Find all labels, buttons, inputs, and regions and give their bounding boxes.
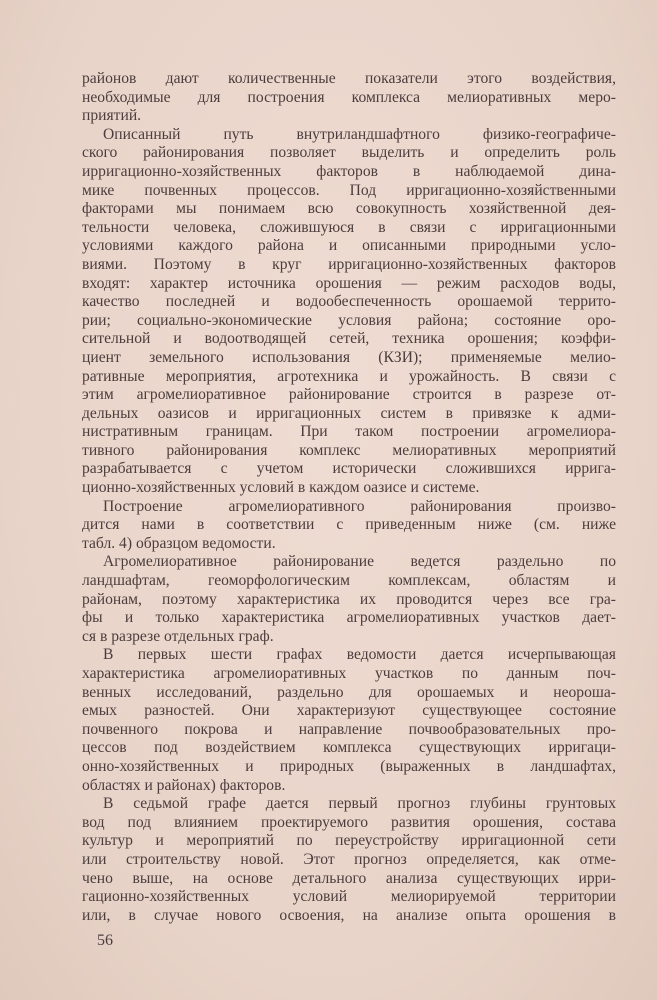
- page-body-text: [82, 70, 616, 925]
- paragraph: [82, 553, 616, 646]
- text-line: факторами мы понимаем всю совокупность хозяйственной дея-: [82, 200, 616, 218]
- text-line: приятий.: [82, 107, 142, 125]
- paragraph: [82, 646, 616, 795]
- text-line: емых разностей. Они характеризуют существующее состояние: [82, 702, 616, 720]
- text-line: венных исследований, раздельно для орошаемых и неороша-: [82, 683, 616, 701]
- text-line: фы и только характеристика агромелиоративных участков дает-: [82, 609, 616, 627]
- text-line: В седьмой графе дается первый прогноз глубины грунтовых: [103, 795, 616, 813]
- text-line: тивного районирования комплекс мелиоративных мероприятий: [82, 441, 616, 459]
- text-line: вод под влиянием проектируемого развития орошения, состава: [82, 813, 616, 831]
- text-line: ся в разрезе отдельных граф.: [82, 627, 274, 645]
- paragraph: [82, 70, 616, 126]
- text-line: ского районирования позволяет выделить и определить роль: [82, 144, 616, 162]
- text-line: качество последней и водообеспеченность орошаемой террито-: [82, 293, 616, 311]
- text-line: виями. Поэтому в круг ирригационно-хозяйственных факторов: [82, 255, 616, 273]
- text-line: разрабатывается с учетом исторически сложившихся ирригa-: [82, 460, 616, 478]
- text-line: районов дают количественные показатели этого воздействия,: [82, 70, 616, 87]
- text-line: этим агромелиоративное районирование строится в разрезе от-: [82, 386, 616, 404]
- text-line: табл. 4) образцом ведомости.: [82, 534, 276, 552]
- text-line: ирригационно-хозяйственных факторов в наблюдаемой дина-: [82, 162, 616, 180]
- text-line: чено выше, на основе детального анализа существующих ирри-: [82, 869, 616, 887]
- text-line: рии; социально-экономические условия района; состояние оро-: [82, 311, 616, 329]
- page-number: 56: [97, 932, 113, 949]
- text-line: В первых шести графах ведомости дается исчерпывающая: [103, 646, 616, 664]
- text-line: онно-хозяйственных и природных (выраженных в ландшафтах,: [82, 757, 616, 775]
- text-line: Описанный путь внутриландшафтного физико-географиче-: [103, 125, 616, 143]
- text-line: тельности человека, сложившуюся в связи с ирригационными: [82, 218, 616, 236]
- text-line: районам, поэтому характеристика их проводится через все гра-: [82, 590, 616, 608]
- text-line: цессов под воздействием комплекса существующих ирригаци-: [82, 739, 616, 757]
- text-line: или, в случае нового освоения, на анализе опыта орошения в: [82, 906, 616, 924]
- text-line: сительной и водоотводящей сетей, техника орошения; коэффи-: [82, 330, 616, 348]
- paragraph: [82, 795, 616, 925]
- text-line: культур и мероприятий по переустройству ирригационной сети: [82, 832, 616, 850]
- text-line: дится нами в соответствии с приведенным ниже (см. ниже: [82, 516, 616, 534]
- text-line: почвенного покрова и направление почвообразовательных про-: [82, 720, 616, 738]
- text-line: необходимые для построения комплекса мелиоративных меро-: [82, 88, 616, 106]
- text-line: мике почвенных процессов. Под ирригационно-хозяйственными: [82, 181, 616, 199]
- text-line: условиями каждого района и описанными природными усло-: [82, 237, 616, 255]
- text-line: ландшафтам, геоморфологическим комплексам, областям и: [82, 572, 616, 590]
- text-line: характеристика агромелиоративных участков по данным поч-: [82, 665, 616, 682]
- text-line: или строительству новой. Этот прогноз определяется, как отме-: [82, 850, 616, 868]
- text-line: областях и районах) факторов.: [82, 776, 286, 794]
- text-line: входят: характер источника орошения — режим расходов воды,: [82, 274, 616, 292]
- paragraph: [82, 126, 616, 498]
- text-line: Построение агромелиоративного районирования произво-: [103, 497, 616, 515]
- text-line: нистративным границам. При таком построении агромелиора-: [82, 423, 616, 441]
- text-line: ративные мероприятия, агротехника и урожайность. В связи с: [82, 367, 616, 385]
- text-line: Агромелиоративное районирование ведется раздельно по: [103, 553, 616, 571]
- text-line: циент земельного использования (КЗИ); применяемые мелио-: [82, 348, 616, 366]
- text-line: дельных оазисов и ирригационных систем в привязке к адми-: [82, 404, 616, 422]
- paragraph: [82, 498, 616, 554]
- text-line: гационно-хозяйственных условий мелиорируемой территории: [82, 888, 616, 906]
- text-line: ционно-хозяйственных условий в каждом оазисе и системе.: [82, 479, 480, 497]
